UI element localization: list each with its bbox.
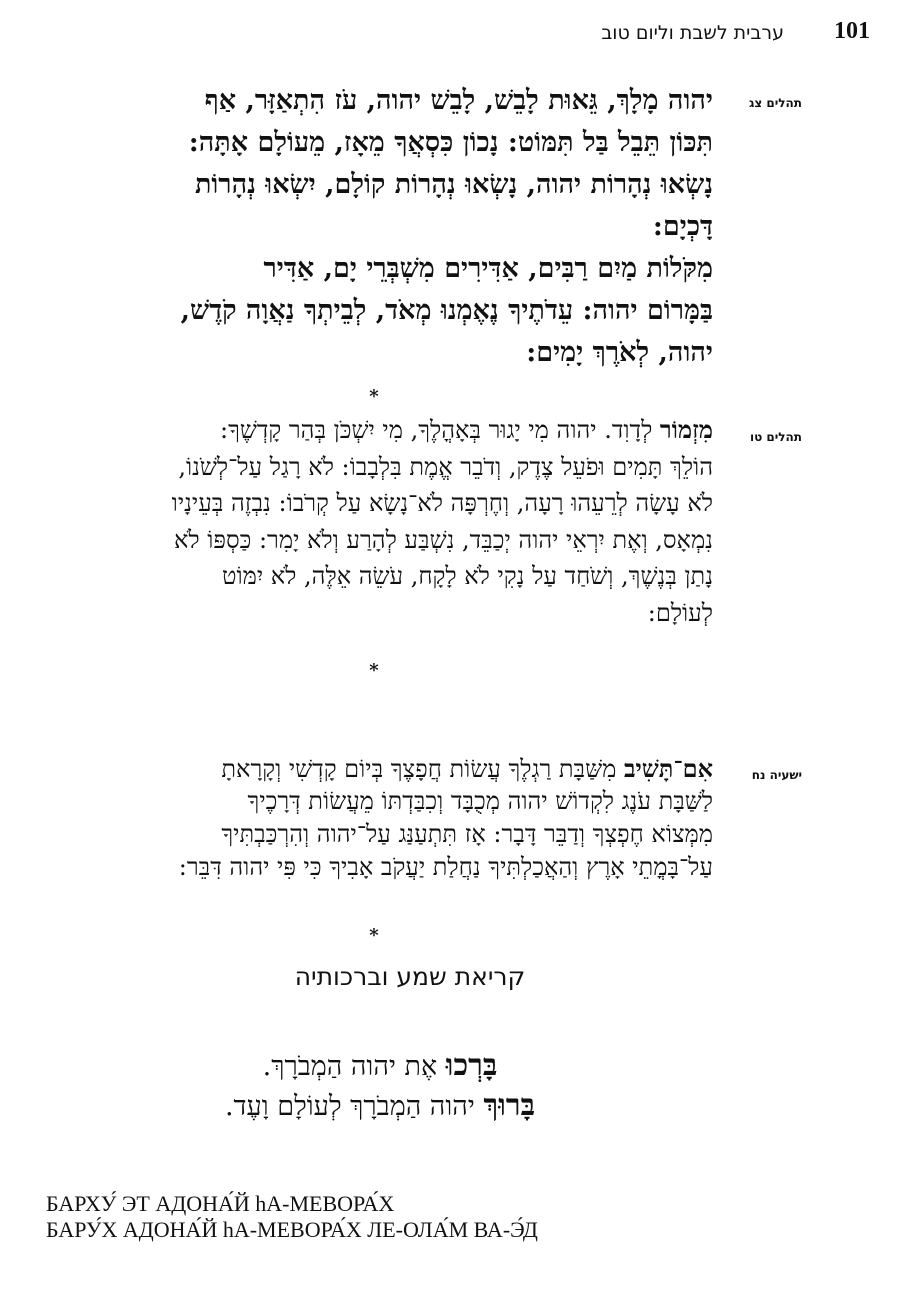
psalm93-text (45, 80, 713, 374)
isaiah58-line: עַל־בָּמֳתֵי אָרֶץ וְהַאֲכַלְתִּיךָ נַחֲלַת יַעֲקֹב אָבִיךָ כִּי פִּי יהוה דִּבֵּר: (178, 853, 713, 881)
psalm93-line: יהוה, לְאֹרֶךְ יָמִים: (526, 337, 713, 368)
baruch-text: יהוה הַמְבֹרָךְ לְעוֹלָם וָעֶד. (224, 1091, 484, 1122)
section-heading: קריאת שמע וברכותיה (294, 962, 526, 991)
psalm15-text (45, 412, 713, 631)
psalm93-line: תִּכּוֹן תֵּבֵל בַּל תִּמּוֹט: נָכוֹן כִּסְאֲךָ מֵאָז, מֵעוֹלָם אָתָּה: (188, 127, 713, 158)
psalm15-line: לְעוֹלָם: (647, 598, 713, 627)
psalm15-line: נָתַן בְּנֶשֶׁךְ, וְשֹׁחַד עַל נָקִי לֹא לָקָח, עֹשֵׂה אֵלֶּה, לֹא יִמּוֹט (221, 562, 713, 590)
isaiah58-line: מִמְּצוֹא חֶפְצְךָ וְדַבֵּר דָּבָר: אָז תִּתְעַנַּג עַל־יהוה וְהִרְכַּבְתִּיךָ (221, 820, 713, 848)
isaiah58-line: לַשַּׁבָּת עֹנֶג לִקְדוֹשׁ יהוה מְכֻבָּד וְכִבַּדְתּוֹ מֵעֲשׂוֹת דְּרָכֶיךָ (247, 787, 713, 815)
psalm93-citation: תהלים צג (749, 96, 802, 110)
psalm93-line: יהוה מָלָךְ, גֵּאוּת לָבֵשׁ, לָבֵשׁ יהוה, עֹז הִתְאַזָּר, אַף (204, 85, 713, 116)
transliteration-line: БАРХУ́ ЭТ АДОНА́Й hА-МЕВОРА́Х (46, 1191, 395, 1216)
psalm15-citation: תהלים טו (749, 430, 802, 444)
isaiah58-lead-word: אִם־תָּשִׁיב (623, 754, 713, 783)
isaiah58-citation: ישעיה נח (751, 768, 802, 782)
baruch-line (100, 1088, 660, 1123)
section-separator: * (369, 386, 379, 407)
transliteration-line: БАРУ́Х АДОНА́Й hА-МЕВОРА́Х ЛЕ-ОЛА́М ВА-Э́Д (46, 1217, 538, 1242)
page-header (40, 16, 870, 50)
psalm93-line: נָשְׂאוּ נְהָרוֹת יהוה, נָשְׂאוּ נְהָרוֹת קוֹלָם, יִשְׂאוּ נְהָרוֹת (194, 169, 713, 200)
psalm93-line: בַּמָּרוֹם יהוה: עֵדֹתֶיךָ נֶאֶמְנוּ מְאֹד, לְבֵיתְךָ נַאֲוָה קֹדֶשׁ, (180, 295, 713, 326)
isaiah58-text (45, 752, 713, 884)
section-separator: * (369, 660, 379, 681)
psalm93-line: דָּכְיָם: (652, 211, 713, 242)
psalm15-line: נִמְאָס, וְאֶת יִרְאֵי יהוה יְכַבֵּד, נִשְׁבַּע לְהָרַע וְלֹא יָמִר: כַּסְפּוֹ לֹא (173, 525, 713, 554)
barchu-line (100, 1048, 660, 1083)
psalm15-line: הוֹלֵךְ תָּמִים וּפֹעֵל צֶדֶק, וְדֹבֵר אֱמֶת בִּלְבָבוֹ: לֹא רָגַל עַל־לְשֹׁנוֹ, (178, 452, 713, 481)
barchu-lead-word: בָּרְכוּ (445, 1048, 498, 1083)
psalm15-line (45, 412, 713, 449)
isaiah58-first-line: מִשַּׁבָּת רַגְלֶךָ עֲשׂוֹת חֲפָצֶךָ בְּיוֹם קָדְשִׁי וְקָרָאתָ (221, 755, 624, 783)
baruch-lead-word: בָּרוּךְ (483, 1088, 536, 1123)
psalm15-line: לֹא עָשָׂה לְרֵעֵהוּ רָעָה, וְחֶרְפָּה לֹא־נָשָׂא עַל קְרֹבוֹ: נִבְזֶה בְּעֵינָיו (171, 489, 713, 517)
isaiah58-line (45, 752, 713, 785)
psalm15-first-line: לְדָוִד. יהוה מִי יָגוּר בְּאָהֳלֶךָ, מִי יִשְׁכֹּן בְּהַר קָדְשֶׁךָ: (219, 416, 660, 444)
barchu-text: אֶת יהוה הַמְבֹרָךְ. (262, 1051, 446, 1082)
psalm15-lead-word: מִזְמוֹר (659, 415, 713, 444)
page-number: 101 (834, 18, 870, 44)
psalm93-line: מִקֹּלוֹת מַיִם רַבִּים, אַדִּירִים מִשְׁבְּרֵי יָם, אַדִּיר (263, 253, 713, 284)
section-separator: * (369, 925, 379, 946)
running-title: ערבית לשבת וליום טוב (601, 22, 784, 44)
